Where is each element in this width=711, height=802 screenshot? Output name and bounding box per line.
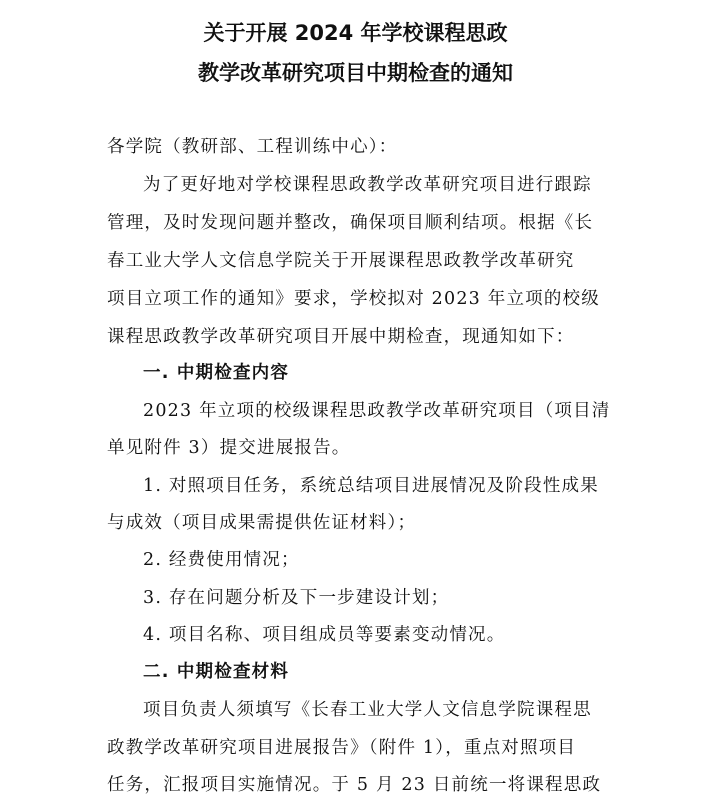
intro-paragraph-line: 课程思政教学改革研究项目开展中期检查，现通知如下： <box>107 327 575 347</box>
intro-paragraph-line: 项目立项工作的通知》要求，学校拟对 2023 年立项的校级 <box>107 289 600 309</box>
intro-paragraph-line: 春工业大学人文信息学院关于开展课程思政教学改革研究 <box>107 251 575 271</box>
list-item-1-line: 1. 对照项目任务，系统总结项目进展情况及阶段性成果 <box>143 476 599 496</box>
document-title-line-1: 关于开展 2024 年学校课程思政 <box>203 21 508 45</box>
section-2-paragraph-line: 政教学改革研究项目进展报告》（附件 1），重点对照项目 <box>107 738 577 758</box>
list-item-4: 4. 项目名称、项目组成员等要素变动情况。 <box>143 625 506 645</box>
list-item-2: 2. 经费使用情况； <box>143 550 300 570</box>
section-2-paragraph-line: 任务，汇报项目实施情况。于 5 月 23 日前统一将课程思政 <box>107 775 602 795</box>
section-heading-1: 一. 中期检查内容 <box>143 363 290 383</box>
document-title-line-2: 教学改革研究项目中期检查的通知 <box>198 61 513 85</box>
section-1-paragraph-line: 单见附件 3）提交进展报告。 <box>107 438 351 458</box>
intro-paragraph-line: 管理，及时发现问题并整改，确保项目顺利结项。根据《长 <box>107 213 594 233</box>
section-2-paragraph-line: 项目负责人须填写《长春工业大学人文信息学院课程思 <box>143 700 592 720</box>
salutation: 各学院（教研部、工程训练中心）： <box>107 137 398 157</box>
list-item-1-line: 与成效（项目成果需提供佐证材料）； <box>107 513 417 533</box>
intro-paragraph-line: 为了更好地对学校课程思政教学改革研究项目进行跟踪 <box>143 175 592 195</box>
section-heading-2: 二. 中期检查材料 <box>143 662 290 682</box>
section-1-paragraph-line: 2023 年立项的校级课程思政教学改革研究项目（项目清 <box>143 401 611 421</box>
list-item-3: 3. 存在问题分析及下一步建设计划； <box>143 588 450 608</box>
